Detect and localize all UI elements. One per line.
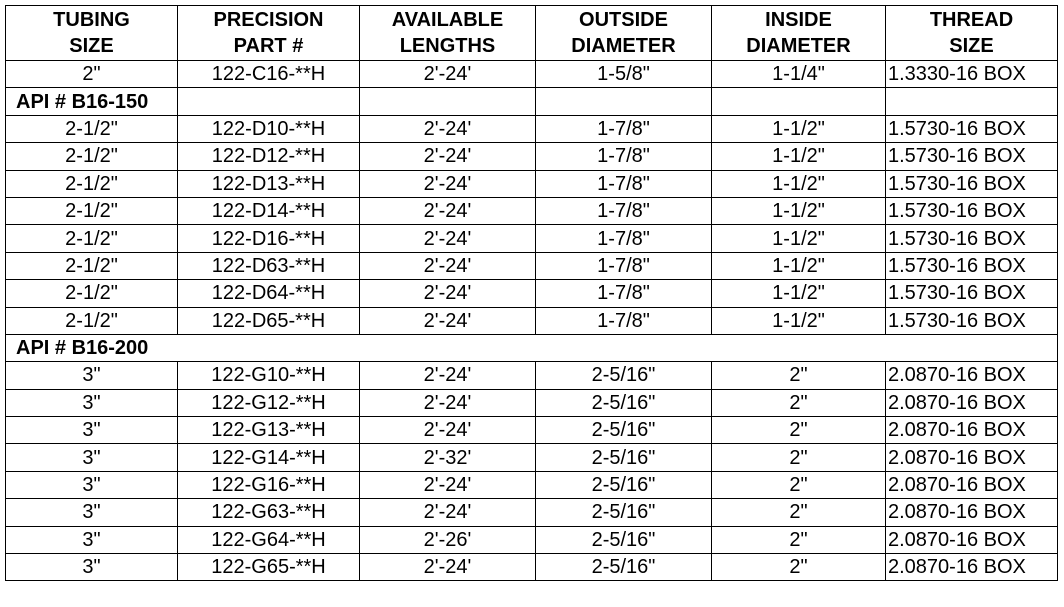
available-lengths-cell: 2'-24' — [360, 61, 536, 88]
tubing-spec-sheet — [5, 5, 1057, 581]
available-lengths-cell: 2'-24' — [360, 225, 536, 252]
thread-size-cell: 1.5730-16 BOX — [886, 197, 1058, 224]
group-label: API # B16-200 — [6, 334, 178, 361]
available-lengths-cell: 2'-24' — [360, 362, 536, 389]
inside-diameter-cell: 2" — [712, 362, 886, 389]
tubing-size-cell: 3" — [6, 417, 178, 444]
table-body — [6, 61, 1058, 581]
table-row — [6, 471, 1058, 498]
inside-diameter-cell: 1-1/4" — [712, 61, 886, 88]
table-row — [6, 170, 1058, 197]
part-number-cell: 122-D16-**H — [178, 225, 360, 252]
table-row — [6, 499, 1058, 526]
part-number-cell: 122-G14-**H — [178, 444, 360, 471]
thread-size-cell: 1.5730-16 BOX — [886, 143, 1058, 170]
outside-diameter-cell: 1-7/8" — [536, 252, 712, 279]
table-row — [6, 307, 1058, 334]
inside-diameter-cell: 2" — [712, 417, 886, 444]
header-precision-part: PRECISION PART # — [178, 6, 360, 61]
thread-size-cell: 1.5730-16 BOX — [886, 252, 1058, 279]
part-number-cell: 122-G65-**H — [178, 554, 360, 581]
tubing-size-cell: 2-1/2" — [6, 170, 178, 197]
available-lengths-cell: 2'-24' — [360, 471, 536, 498]
outside-diameter-cell: 1-7/8" — [536, 170, 712, 197]
available-lengths-cell: 2'-24' — [360, 307, 536, 334]
tubing-size-cell: 2-1/2" — [6, 143, 178, 170]
header-available-lengths: AVAILABLE LENGTHS — [360, 6, 536, 61]
table-row — [6, 389, 1058, 416]
group-empty-cell — [712, 88, 886, 115]
thread-size-cell: 1.5730-16 BOX — [886, 280, 1058, 307]
tubing-size-cell: 3" — [6, 499, 178, 526]
available-lengths-cell: 2'-26' — [360, 526, 536, 553]
thread-size-cell: 2.0870-16 BOX — [886, 526, 1058, 553]
table-row — [6, 61, 1058, 88]
tubing-size-cell: 3" — [6, 554, 178, 581]
tubing-spec-table — [5, 5, 1058, 581]
outside-diameter-cell: 1-7/8" — [536, 197, 712, 224]
header-thread-size: THREAD SIZE — [886, 6, 1058, 61]
table-row — [6, 362, 1058, 389]
group-empty-cell — [886, 88, 1058, 115]
group-empty-cell — [178, 88, 360, 115]
available-lengths-cell: 2'-24' — [360, 252, 536, 279]
part-number-cell: 122-D65-**H — [178, 307, 360, 334]
outside-diameter-cell: 2-5/16" — [536, 554, 712, 581]
outside-diameter-cell: 2-5/16" — [536, 444, 712, 471]
group-empty-cell — [536, 334, 712, 361]
inside-diameter-cell: 1-1/2" — [712, 252, 886, 279]
group-header-row — [6, 334, 1058, 361]
header-inside-diameter: INSIDE DIAMETER — [712, 6, 886, 61]
inside-diameter-cell: 1-1/2" — [712, 143, 886, 170]
outside-diameter-cell: 2-5/16" — [536, 471, 712, 498]
outside-diameter-cell: 1-7/8" — [536, 115, 712, 142]
outside-diameter-cell: 2-5/16" — [536, 526, 712, 553]
available-lengths-cell: 2'-24' — [360, 197, 536, 224]
available-lengths-cell: 2'-24' — [360, 389, 536, 416]
table-row — [6, 417, 1058, 444]
part-number-cell: 122-D10-**H — [178, 115, 360, 142]
available-lengths-cell: 2'-24' — [360, 417, 536, 444]
tubing-size-cell: 2-1/2" — [6, 225, 178, 252]
available-lengths-cell: 2'-24' — [360, 554, 536, 581]
outside-diameter-cell: 2-5/16" — [536, 389, 712, 416]
group-header-row — [6, 88, 1058, 115]
available-lengths-cell: 2'-24' — [360, 143, 536, 170]
thread-size-cell: 2.0870-16 BOX — [886, 389, 1058, 416]
part-number-cell: 122-G13-**H — [178, 417, 360, 444]
part-number-cell: 122-G64-**H — [178, 526, 360, 553]
group-label: API # B16-150 — [6, 88, 178, 115]
thread-size-cell: 2.0870-16 BOX — [886, 444, 1058, 471]
outside-diameter-cell: 1-7/8" — [536, 143, 712, 170]
table-row — [6, 115, 1058, 142]
thread-size-cell: 1.5730-16 BOX — [886, 115, 1058, 142]
part-number-cell: 122-G63-**H — [178, 499, 360, 526]
outside-diameter-cell: 2-5/16" — [536, 499, 712, 526]
part-number-cell: 122-G12-**H — [178, 389, 360, 416]
tubing-size-cell: 3" — [6, 471, 178, 498]
thread-size-cell: 2.0870-16 BOX — [886, 417, 1058, 444]
thread-size-cell: 1.5730-16 BOX — [886, 307, 1058, 334]
available-lengths-cell: 2'-24' — [360, 170, 536, 197]
tubing-size-cell: 2-1/2" — [6, 115, 178, 142]
table-row — [6, 252, 1058, 279]
thread-size-cell: 2.0870-16 BOX — [886, 362, 1058, 389]
inside-diameter-cell: 1-1/2" — [712, 307, 886, 334]
table-row — [6, 197, 1058, 224]
part-number-cell: 122-D63-**H — [178, 252, 360, 279]
group-empty-cell — [360, 334, 536, 361]
header-tubing-size: TUBING SIZE — [6, 6, 178, 61]
inside-diameter-cell: 2" — [712, 471, 886, 498]
part-number-cell: 122-G10-**H — [178, 362, 360, 389]
part-number-cell: 122-D12-**H — [178, 143, 360, 170]
outside-diameter-cell: 1-7/8" — [536, 280, 712, 307]
inside-diameter-cell: 1-1/2" — [712, 197, 886, 224]
part-number-cell: 122-D13-**H — [178, 170, 360, 197]
thread-size-cell: 2.0870-16 BOX — [886, 554, 1058, 581]
group-empty-cell — [886, 334, 1058, 361]
table-row — [6, 554, 1058, 581]
tubing-size-cell: 3" — [6, 362, 178, 389]
inside-diameter-cell: 2" — [712, 389, 886, 416]
table-row — [6, 143, 1058, 170]
outside-diameter-cell: 1-7/8" — [536, 307, 712, 334]
header-outside-diameter: OUTSIDE DIAMETER — [536, 6, 712, 61]
tubing-size-cell: 3" — [6, 389, 178, 416]
part-number-cell: 122-G16-**H — [178, 471, 360, 498]
tubing-size-cell: 2" — [6, 61, 178, 88]
available-lengths-cell: 2'-24' — [360, 280, 536, 307]
inside-diameter-cell: 2" — [712, 499, 886, 526]
thread-size-cell: 1.5730-16 BOX — [886, 170, 1058, 197]
table-row — [6, 526, 1058, 553]
group-empty-cell — [178, 334, 360, 361]
tubing-size-cell: 2-1/2" — [6, 280, 178, 307]
thread-size-cell: 1.5730-16 BOX — [886, 225, 1058, 252]
inside-diameter-cell: 1-1/2" — [712, 225, 886, 252]
table-row — [6, 444, 1058, 471]
inside-diameter-cell: 1-1/2" — [712, 280, 886, 307]
tubing-size-cell: 2-1/2" — [6, 307, 178, 334]
outside-diameter-cell: 1-5/8" — [536, 61, 712, 88]
available-lengths-cell: 2'-24' — [360, 499, 536, 526]
header-row — [6, 6, 1058, 61]
thread-size-cell: 2.0870-16 BOX — [886, 471, 1058, 498]
outside-diameter-cell: 1-7/8" — [536, 225, 712, 252]
part-number-cell: 122-D14-**H — [178, 197, 360, 224]
table-row — [6, 225, 1058, 252]
group-empty-cell — [536, 88, 712, 115]
tubing-size-cell: 2-1/2" — [6, 197, 178, 224]
available-lengths-cell: 2'-24' — [360, 115, 536, 142]
part-number-cell: 122-C16-**H — [178, 61, 360, 88]
inside-diameter-cell: 2" — [712, 554, 886, 581]
inside-diameter-cell: 1-1/2" — [712, 115, 886, 142]
inside-diameter-cell: 2" — [712, 526, 886, 553]
tubing-size-cell: 2-1/2" — [6, 252, 178, 279]
outside-diameter-cell: 2-5/16" — [536, 417, 712, 444]
table-row — [6, 280, 1058, 307]
tubing-size-cell: 3" — [6, 444, 178, 471]
outside-diameter-cell: 2-5/16" — [536, 362, 712, 389]
group-empty-cell — [712, 334, 886, 361]
inside-diameter-cell: 2" — [712, 444, 886, 471]
part-number-cell: 122-D64-**H — [178, 280, 360, 307]
thread-size-cell: 2.0870-16 BOX — [886, 499, 1058, 526]
available-lengths-cell: 2'-32' — [360, 444, 536, 471]
group-empty-cell — [360, 88, 536, 115]
tubing-size-cell: 3" — [6, 526, 178, 553]
inside-diameter-cell: 1-1/2" — [712, 170, 886, 197]
thread-size-cell: 1.3330-16 BOX — [886, 61, 1058, 88]
